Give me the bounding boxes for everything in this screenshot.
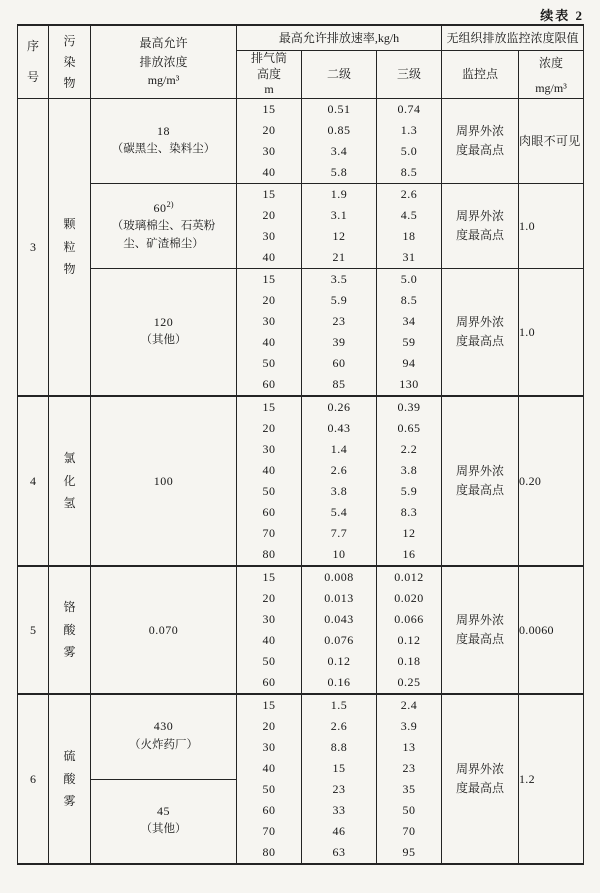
concentration-value: 18 bbox=[157, 123, 170, 138]
level3-value: 16 bbox=[377, 544, 442, 565]
stack-height-value: 30 bbox=[237, 311, 302, 332]
level3-value: 2.6 bbox=[377, 184, 442, 205]
limit-value: 1.0 bbox=[519, 218, 535, 233]
limit-value: 1.0 bbox=[519, 324, 535, 339]
limit-cell bbox=[519, 397, 541, 565]
level3-value: 5.0 bbox=[377, 269, 442, 290]
header-concentration-line1: 最高允许 bbox=[139, 36, 188, 51]
stack-height-value: 40 bbox=[237, 758, 302, 779]
level2-value: 0.076 bbox=[302, 630, 377, 651]
header-level3-label: 三级 bbox=[377, 51, 442, 98]
rate-row bbox=[237, 588, 442, 609]
serial-cell: 5 bbox=[18, 567, 49, 693]
header-level2-label: 二级 bbox=[302, 51, 377, 98]
limit-value: 0.20 bbox=[519, 473, 542, 488]
level3-value: 34 bbox=[377, 311, 442, 332]
stack-height-value: 60 bbox=[237, 800, 302, 821]
stack-height-value: 20 bbox=[237, 120, 302, 141]
monitor-point-cell bbox=[442, 269, 519, 395]
limit-value: 肉眼不可见 bbox=[519, 133, 581, 148]
header-fugitive-group-label: 无组织排放监控浓度限值 bbox=[446, 30, 579, 45]
row-group bbox=[18, 695, 583, 863]
level2-value: 33 bbox=[302, 800, 377, 821]
rate-row bbox=[237, 460, 442, 481]
stack-height-value: 20 bbox=[237, 716, 302, 737]
concentration-value: 45 bbox=[157, 803, 170, 818]
rate-row bbox=[237, 523, 442, 544]
level3-value: 3.8 bbox=[377, 460, 442, 481]
header-pollutant-cell bbox=[49, 26, 91, 98]
rate-row bbox=[237, 226, 442, 247]
level3-value: 95 bbox=[377, 842, 442, 863]
rate-row bbox=[237, 99, 442, 120]
level2-value: 7.7 bbox=[302, 523, 377, 544]
level3-value: 12 bbox=[377, 523, 442, 544]
stack-height-value: 70 bbox=[237, 821, 302, 842]
concentration-value: 430 bbox=[153, 719, 174, 734]
header-group-row bbox=[237, 26, 583, 51]
rate-row bbox=[237, 672, 442, 693]
stack-height-value: 40 bbox=[237, 460, 302, 481]
row-group bbox=[18, 397, 583, 567]
level3-value: 2.4 bbox=[377, 695, 442, 716]
concentration-cell bbox=[91, 695, 237, 863]
rate-row bbox=[237, 567, 442, 588]
stack-height-value: 60 bbox=[237, 374, 302, 395]
header-sub-row bbox=[237, 51, 583, 98]
concentration-note: （其他） bbox=[140, 334, 187, 347]
blocks-container bbox=[91, 397, 583, 565]
stack-height-value: 15 bbox=[237, 99, 302, 120]
level2-value: 0.043 bbox=[302, 609, 377, 630]
pollutant-name: 硫酸雾 bbox=[63, 748, 76, 809]
level2-value: 5.9 bbox=[302, 290, 377, 311]
level3-value: 2.2 bbox=[377, 439, 442, 460]
table-block bbox=[91, 397, 583, 565]
concentration-superscript: 2) bbox=[166, 199, 174, 210]
level2-value: 0.013 bbox=[302, 588, 377, 609]
level3-value: 94 bbox=[377, 353, 442, 374]
limit-cell bbox=[519, 695, 535, 863]
table-body bbox=[18, 99, 583, 863]
stack-height-value: 15 bbox=[237, 567, 302, 588]
monitor-point-text: 周界外浓度最高点 bbox=[456, 761, 505, 795]
level2-value: 3.8 bbox=[302, 481, 377, 502]
rate-row bbox=[237, 418, 442, 439]
table-header bbox=[18, 26, 583, 99]
header-right-section bbox=[237, 26, 583, 98]
rate-rows bbox=[237, 184, 442, 268]
level3-value: 0.74 bbox=[377, 99, 442, 120]
stack-height-value: 60 bbox=[237, 672, 302, 693]
level3-value: 5.9 bbox=[377, 481, 442, 502]
concentration-value: 120 bbox=[153, 314, 174, 329]
row-group bbox=[18, 567, 583, 695]
rate-row bbox=[237, 332, 442, 353]
stack-height-value: 50 bbox=[237, 779, 302, 800]
monitor-point-cell bbox=[442, 99, 519, 183]
rate-row bbox=[237, 397, 442, 418]
monitor-point-text: 周界外浓度最高点 bbox=[456, 123, 505, 157]
stack-height-value: 60 bbox=[237, 502, 302, 523]
stack-height-value: 40 bbox=[237, 247, 302, 268]
level3-value: 8.5 bbox=[377, 162, 442, 183]
rate-row bbox=[237, 821, 442, 842]
blocks-container bbox=[91, 695, 583, 863]
blocks-container bbox=[91, 567, 583, 693]
level3-value: 59 bbox=[377, 332, 442, 353]
level2-value: 0.008 bbox=[302, 567, 377, 588]
level3-value: 130 bbox=[377, 374, 442, 395]
level3-value: 0.25 bbox=[377, 672, 442, 693]
rate-row bbox=[237, 290, 442, 311]
level2-value: 1.4 bbox=[302, 439, 377, 460]
rate-row bbox=[237, 374, 442, 395]
rate-row bbox=[237, 651, 442, 672]
rate-row bbox=[237, 141, 442, 162]
table-continued-label: 续表 2 bbox=[540, 8, 584, 23]
concentration-note: （碳黑尘、染料尘） bbox=[111, 143, 216, 156]
level2-value: 10 bbox=[302, 544, 377, 565]
limit-value: 0.0060 bbox=[519, 622, 554, 637]
rate-row bbox=[237, 630, 442, 651]
limit-cell bbox=[519, 184, 535, 268]
level2-value: 21 bbox=[302, 247, 377, 268]
concentration-note: （玻璃棉尘、石英粉尘、矿渣棉尘） bbox=[111, 220, 216, 250]
concentration-note: （其他） bbox=[140, 823, 187, 836]
level2-value: 63 bbox=[302, 842, 377, 863]
level3-value: 18 bbox=[377, 226, 442, 247]
pollutant-name: 铬酸雾 bbox=[63, 599, 76, 660]
stack-height-value: 40 bbox=[237, 162, 302, 183]
rate-row bbox=[237, 544, 442, 565]
table-block bbox=[91, 567, 583, 693]
level2-value: 23 bbox=[302, 779, 377, 800]
pollutant-cell bbox=[49, 397, 91, 565]
stack-height-value: 20 bbox=[237, 290, 302, 311]
blocks-container bbox=[91, 99, 583, 395]
level3-value: 0.65 bbox=[377, 418, 442, 439]
stack-height-value: 20 bbox=[237, 418, 302, 439]
rate-row bbox=[237, 800, 442, 821]
header-stack-line2: 高度 bbox=[256, 66, 281, 81]
level2-value: 5.4 bbox=[302, 502, 377, 523]
level2-value: 0.51 bbox=[302, 99, 377, 120]
level3-value: 1.3 bbox=[377, 120, 442, 141]
row-group bbox=[18, 99, 583, 397]
monitor-point-text: 周界外浓度最高点 bbox=[456, 463, 505, 497]
stack-height-value: 15 bbox=[237, 269, 302, 290]
level2-value: 3.1 bbox=[302, 205, 377, 226]
level2-value: 2.6 bbox=[302, 460, 377, 481]
monitor-point-text: 周界外浓度最高点 bbox=[456, 208, 505, 242]
rate-row bbox=[237, 758, 442, 779]
rate-rows bbox=[237, 567, 442, 693]
rate-row bbox=[237, 120, 442, 141]
level2-value: 3.5 bbox=[302, 269, 377, 290]
rate-row bbox=[237, 502, 442, 523]
level3-value: 23 bbox=[377, 758, 442, 779]
level2-value: 1.5 bbox=[302, 695, 377, 716]
level2-value: 60 bbox=[302, 353, 377, 374]
stack-height-value: 30 bbox=[237, 439, 302, 460]
stack-height-value: 80 bbox=[237, 544, 302, 565]
header-concentration-cell bbox=[91, 26, 237, 98]
stack-height-value: 80 bbox=[237, 842, 302, 863]
level3-value: 5.0 bbox=[377, 141, 442, 162]
level3-value: 4.5 bbox=[377, 205, 442, 226]
stack-height-value: 50 bbox=[237, 353, 302, 374]
stack-height-value: 50 bbox=[237, 481, 302, 502]
rate-row bbox=[237, 311, 442, 332]
level2-value: 46 bbox=[302, 821, 377, 842]
stack-height-value: 15 bbox=[237, 184, 302, 205]
stack-height-value: 15 bbox=[237, 397, 302, 418]
stack-height-value: 30 bbox=[237, 609, 302, 630]
monitor-point-text: 周界外浓度最高点 bbox=[456, 314, 505, 348]
stack-height-value: 30 bbox=[237, 141, 302, 162]
table-block bbox=[91, 695, 583, 863]
rate-row bbox=[237, 695, 442, 716]
concentration-subcell bbox=[91, 695, 236, 779]
header-serial-label: 序号 bbox=[27, 38, 40, 84]
concentration-cell bbox=[91, 397, 237, 565]
header-stack-height-cell bbox=[237, 51, 302, 98]
pollutant-name: 氯化氢 bbox=[63, 450, 76, 511]
serial-cell: 6 bbox=[18, 695, 49, 863]
limit-cell bbox=[519, 99, 581, 183]
concentration-value: 100 bbox=[153, 473, 174, 488]
stack-height-value: 20 bbox=[237, 205, 302, 226]
concentration-cell bbox=[91, 269, 237, 395]
level2-value: 8.8 bbox=[302, 737, 377, 758]
monitor-point-cell bbox=[442, 397, 519, 565]
level3-value: 0.12 bbox=[377, 630, 442, 651]
header-limit-label: 浓度 bbox=[538, 56, 563, 71]
level2-value: 23 bbox=[302, 311, 377, 332]
serial-cell: 4 bbox=[18, 397, 49, 565]
level3-value: 0.012 bbox=[377, 567, 442, 588]
pollutant-cell bbox=[49, 695, 91, 863]
stack-height-value: 50 bbox=[237, 651, 302, 672]
level2-value: 0.85 bbox=[302, 120, 377, 141]
stack-height-value: 40 bbox=[237, 332, 302, 353]
level2-value: 0.26 bbox=[302, 397, 377, 418]
header-serial-cell bbox=[18, 26, 49, 98]
header-limit-cell bbox=[519, 51, 583, 98]
concentration-note: （火炸药厂） bbox=[129, 738, 198, 751]
limit-value: 1.2 bbox=[519, 771, 535, 786]
concentration-cell bbox=[91, 99, 237, 183]
rate-row bbox=[237, 162, 442, 183]
level3-value: 8.5 bbox=[377, 290, 442, 311]
header-concentration-unit: mg/m³ bbox=[147, 73, 180, 88]
rate-row bbox=[237, 353, 442, 374]
level2-value: 12 bbox=[302, 226, 377, 247]
stack-height-value: 15 bbox=[237, 695, 302, 716]
monitor-point-cell bbox=[442, 695, 519, 863]
level2-value: 2.6 bbox=[302, 716, 377, 737]
header-stack-line1: 排气筒 bbox=[250, 51, 287, 66]
level2-value: 1.9 bbox=[302, 184, 377, 205]
header-limit-unit: mg/m³ bbox=[535, 80, 567, 95]
level2-value: 15 bbox=[302, 758, 377, 779]
concentration-value: 60$^{2)}$ bbox=[153, 199, 174, 216]
rate-row bbox=[237, 247, 442, 268]
header-monitor-point-label: 监控点 bbox=[442, 51, 519, 98]
stack-height-value: 30 bbox=[237, 226, 302, 247]
level2-value: 0.16 bbox=[302, 672, 377, 693]
concentration-value: 0.070 bbox=[148, 622, 179, 637]
stack-height-value: 30 bbox=[237, 737, 302, 758]
concentration-subcell bbox=[91, 779, 236, 864]
stack-height-value: 20 bbox=[237, 588, 302, 609]
rate-row bbox=[237, 842, 442, 863]
level3-value: 70 bbox=[377, 821, 442, 842]
level2-value: 0.43 bbox=[302, 418, 377, 439]
rate-row bbox=[237, 439, 442, 460]
level3-value: 0.39 bbox=[377, 397, 442, 418]
level3-value: 0.066 bbox=[377, 609, 442, 630]
header-stack-unit: m bbox=[264, 82, 274, 97]
level3-value: 3.9 bbox=[377, 716, 442, 737]
rate-row bbox=[237, 269, 442, 290]
pollutant-cell bbox=[49, 567, 91, 693]
level2-value: 3.4 bbox=[302, 141, 377, 162]
stack-height-value: 70 bbox=[237, 523, 302, 544]
level2-value: 5.8 bbox=[302, 162, 377, 183]
level2-value: 39 bbox=[302, 332, 377, 353]
rate-rows bbox=[237, 397, 442, 565]
header-rate-group-label: 最高允许排放速率,kg/h bbox=[237, 26, 442, 50]
limit-cell bbox=[519, 269, 535, 395]
level3-value: 8.3 bbox=[377, 502, 442, 523]
pollutant-name: 颗粒物 bbox=[63, 216, 76, 277]
level3-value: 0.18 bbox=[377, 651, 442, 672]
rate-row bbox=[237, 609, 442, 630]
table-block bbox=[91, 183, 583, 268]
serial-cell: 3 bbox=[18, 99, 49, 395]
header-pollutant-label: 污染物 bbox=[63, 33, 76, 90]
rate-row bbox=[237, 779, 442, 800]
rate-row bbox=[237, 184, 442, 205]
level3-value: 13 bbox=[377, 737, 442, 758]
level3-value: 35 bbox=[377, 779, 442, 800]
level3-value: 31 bbox=[377, 247, 442, 268]
rate-row bbox=[237, 737, 442, 758]
monitor-point-cell bbox=[442, 567, 519, 693]
rate-rows bbox=[237, 269, 442, 395]
concentration-cell bbox=[91, 184, 237, 268]
rate-row bbox=[237, 481, 442, 502]
rate-rows bbox=[237, 695, 442, 863]
header-concentration-line2: 排放浓度 bbox=[139, 54, 188, 69]
rate-row bbox=[237, 205, 442, 226]
rate-row bbox=[237, 716, 442, 737]
emission-limits-table bbox=[17, 24, 584, 865]
level3-value: 0.020 bbox=[377, 588, 442, 609]
limit-cell bbox=[519, 567, 554, 693]
level3-value: 50 bbox=[377, 800, 442, 821]
level2-value: 0.12 bbox=[302, 651, 377, 672]
stack-height-value: 40 bbox=[237, 630, 302, 651]
table-block bbox=[91, 99, 583, 183]
table-block bbox=[91, 268, 583, 395]
rate-rows bbox=[237, 99, 442, 183]
level2-value: 85 bbox=[302, 374, 377, 395]
concentration-cell bbox=[91, 567, 237, 693]
monitor-point-text: 周界外浓度最高点 bbox=[456, 612, 505, 646]
monitor-point-cell bbox=[442, 184, 519, 268]
pollutant-cell bbox=[49, 99, 91, 395]
